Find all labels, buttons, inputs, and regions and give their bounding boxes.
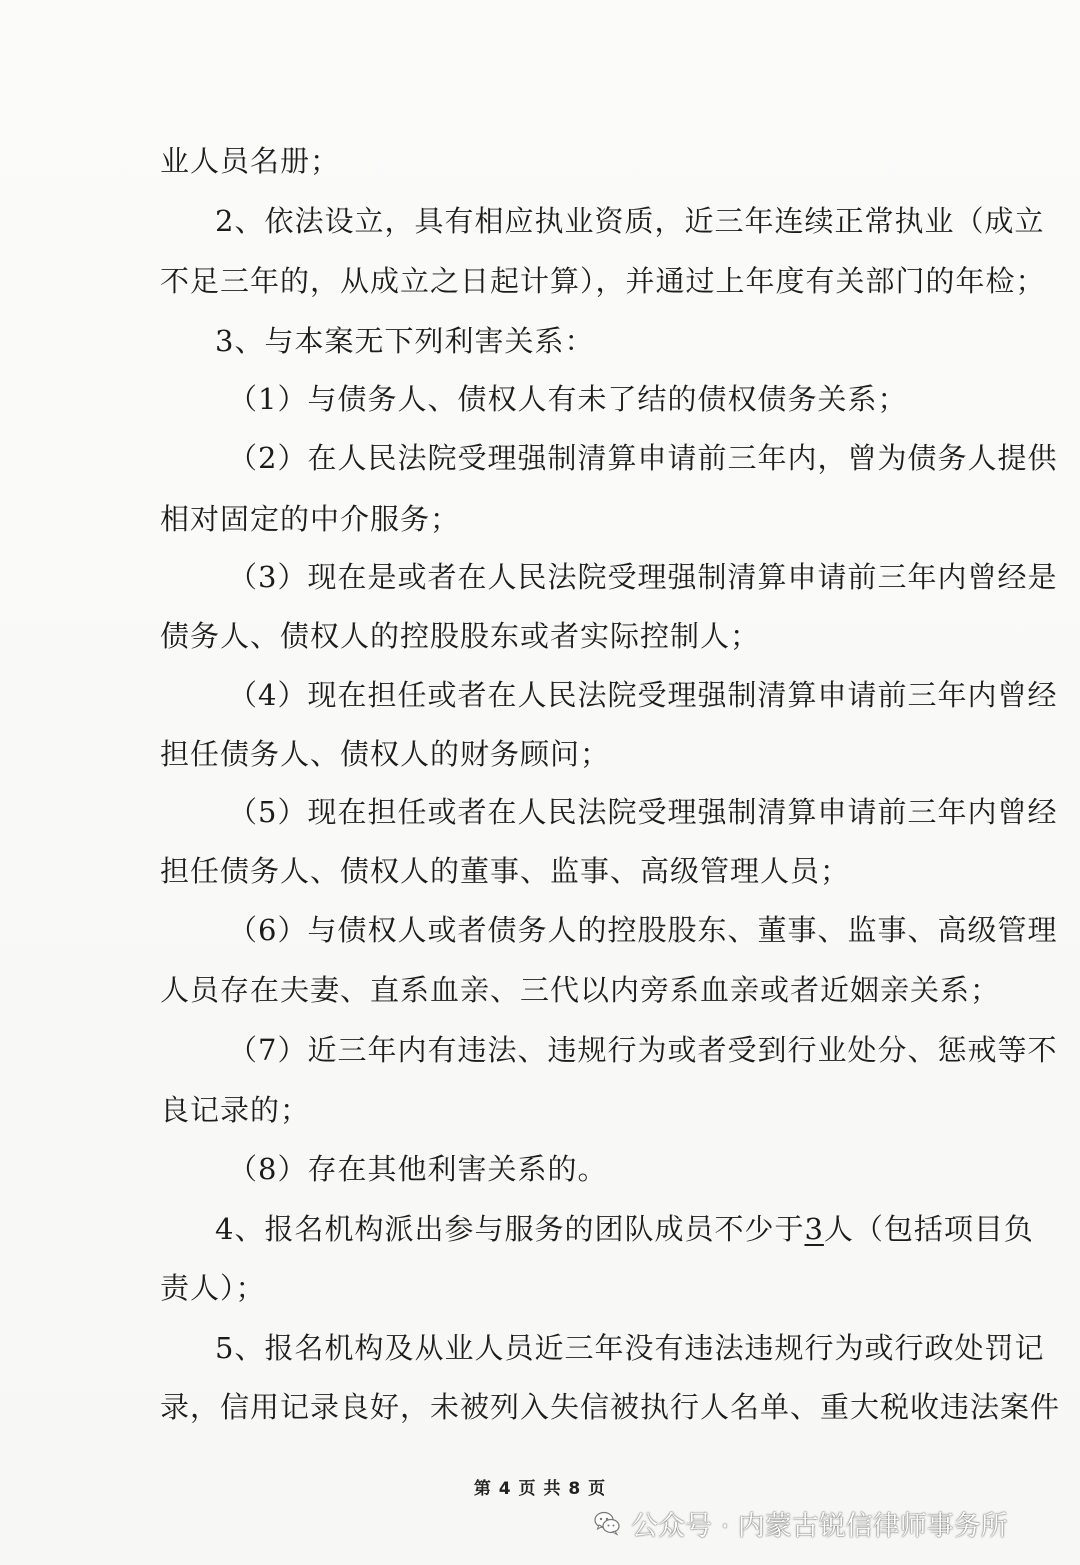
doc-line: 担任债务人、债权人的董事、监事、高级管理人员； <box>160 854 851 888</box>
watermark-text: 公众号 · 内蒙古锐信律师事务所 <box>631 1510 1008 1542</box>
doc-line: （3）现在是或者在人民法院受理强制清算申请前三年内曾经是 <box>228 560 1058 594</box>
doc-line: （1）与债务人、债权人有未了结的债权债务关系； <box>228 382 908 416</box>
doc-line: 担任债务人、债权人的财务顾问； <box>160 737 611 771</box>
doc-line: （5）现在担任或者在人民法院受理强制清算申请前三年内曾经 <box>228 795 1058 829</box>
doc-line: （6）与债权人或者债务人的控股股东、董事、监事、高级管理 <box>228 913 1058 947</box>
item4-text-after: 人（包括项目负 <box>823 1212 1034 1246</box>
doc-line: （7）近三年内有违法、违规行为或者受到行业处分、惩戒等不 <box>228 1033 1058 1067</box>
doc-line: （8）存在其他利害关系的。 <box>228 1152 608 1186</box>
doc-line: 相对固定的中介服务； <box>160 502 461 536</box>
doc-line: 3、与本案无下列利害关系： <box>215 324 595 358</box>
doc-line: 5、报名机构及从业人员近三年没有违法违规行为或行政处罚记 <box>215 1331 1045 1365</box>
doc-line-item4 <box>215 1211 1034 1247</box>
wechat-icon <box>593 1509 621 1537</box>
doc-line: 债务人、债权人的控股股东或者实际控制人； <box>160 619 761 653</box>
doc-line: 人员存在夫妻、直系血亲、三代以内旁系血亲或者近姻亲关系； <box>160 973 1001 1007</box>
doc-line: 录，信用记录良好，未被列入失信被执行人名单、重大税收违法案件 <box>160 1390 1061 1424</box>
doc-line: 责人）； <box>160 1271 266 1305</box>
page-number: 第 4 页 共 8 页 <box>473 1479 607 1499</box>
doc-line: 不足三年的，从成立之日起计算），并通过上年度有关部门的年检； <box>160 264 1046 298</box>
doc-line: 良记录的； <box>160 1093 311 1127</box>
doc-line: 业人员名册； <box>160 144 341 178</box>
doc-line: （4）现在担任或者在人民法院受理强制清算申请前三年内曾经 <box>228 678 1058 712</box>
doc-line: 2、依法设立，具有相应执业资质，近三年连续正常执业（成立 <box>215 204 1045 238</box>
item4-text-before: 4、报名机构派出参与服务的团队成员不少于 <box>215 1212 805 1246</box>
doc-line: （2）在人民法院受理强制清算申请前三年内，曾为债务人提供 <box>228 441 1058 475</box>
wechat-watermark <box>593 1505 1008 1541</box>
team-member-count: 3 <box>804 1212 824 1246</box>
